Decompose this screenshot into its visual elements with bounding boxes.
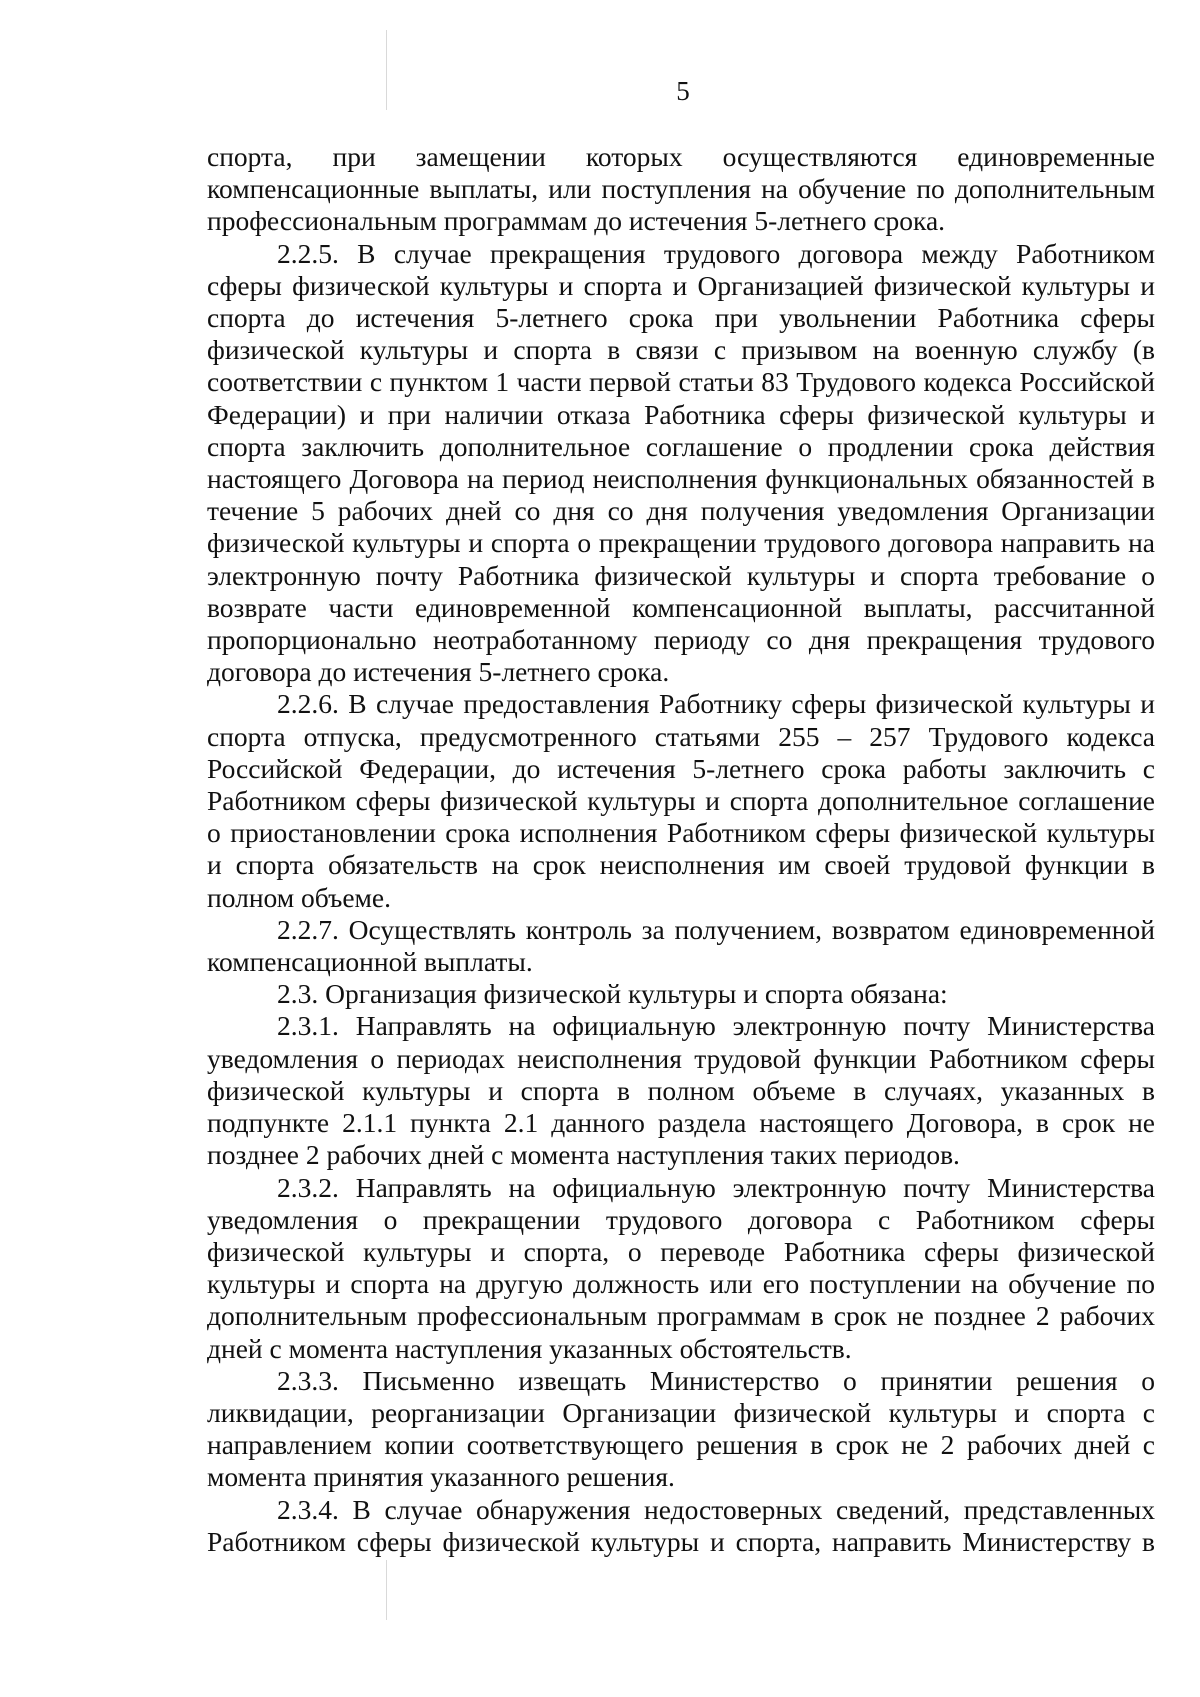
paragraph-2-2-7: 2.2.7. Осуществлять контроль за получением, возвратом единовременной компенсационной выплаты. bbox=[207, 913, 1155, 978]
scan-margin-mark bbox=[386, 1560, 387, 1620]
document-body bbox=[207, 141, 1155, 1558]
paragraph-2-3-3: 2.3.3. Письменно извещать Министерство о принятии решения о ликвидации, реорганизации Организации физической культуры и спорта с направлением копии соответствующего решения в срок не 2 рабочих дней с момента принятия указанного решения. bbox=[207, 1364, 1155, 1493]
paragraph-2-3-2: 2.3.2. Направлять на официальную электронную почту Министерства уведомления о прекращении трудового договора с Работником сферы физической культуры и спорта, о переводе Работника сферы физической культуры и спорта на другую должность или его поступлении на обучение по дополнительным профессиональным программам в срок не позднее 2 рабочих дней с момента наступления указанных обстоятельств. bbox=[207, 1171, 1155, 1364]
paragraph-2-3-4: 2.3.4. В случае обнаружения недостоверных сведений, представленных Работником сферы физической культуры и спорта, направить Министерству в bbox=[207, 1493, 1155, 1557]
paragraph-2-2-5: 2.2.5. В случае прекращения трудового договора между Работником сферы физической культуры и спорта и Организацией физической культуры и спорта до истечения 5-летнего срока при увольнении Работника сферы физической культуры и спорта в связи с призывом на военную службу (в соответствии с пунктом 1 части первой статьи 83 Трудового кодекса Российской Федерации) и при наличии отказа Работника сферы физической культуры и спорта заключить дополнительное соглашение о продлении срока действия настоящего Договора на период неисполнения функциональных обязанностей в течение 5 рабочих дней со дня со дня получения уведомления Организации физической культуры и спорта о прекращении трудового договора направить на электронную почту Работника физической культуры и спорта требование о возврате части единовременной компенсационной выплаты, рассчитанной пропорционально неотработанному периоду со дня прекращения трудового договора до истечения 5-летнего срока. bbox=[207, 237, 1155, 688]
paragraph-2-3-1: 2.3.1. Направлять на официальную электронную почту Министерства уведомления о периодах неисполнения трудовой функции Работником сферы физической культуры и спорта в полном объеме в случаях, указанных в подпункте 2.1.1 пункта 2.1 данного раздела настоящего Договора, в срок не позднее 2 рабочих дней с момента наступления таких периодов. bbox=[207, 1010, 1155, 1171]
page-number: 5 bbox=[676, 76, 690, 106]
paragraph-2-2-6: 2.2.6. В случае предоставления Работнику сферы физической культуры и спорта отпуска, предусмотренного статьями 255 – 257 Трудового кодекса Российской Федерации, до истечения 5-летнего срока работы заключить с Работником сферы физической культуры и спорта дополнительное соглашение о приостановлении срока исполнения Работником сферы физической культуры и спорта обязательств на срок неисполнения им своей трудовой функции в полном объеме. bbox=[207, 688, 1155, 913]
paragraph-continuation: спорта, при замещении которых осуществляются единовременные компенсационные выплаты, или поступления на обучение по дополнительным профессиональным программам до истечения 5-летнего срока. bbox=[207, 141, 1155, 237]
paragraph-2-3: 2.3. Организация физической культуры и спорта обязана: bbox=[277, 978, 948, 1010]
